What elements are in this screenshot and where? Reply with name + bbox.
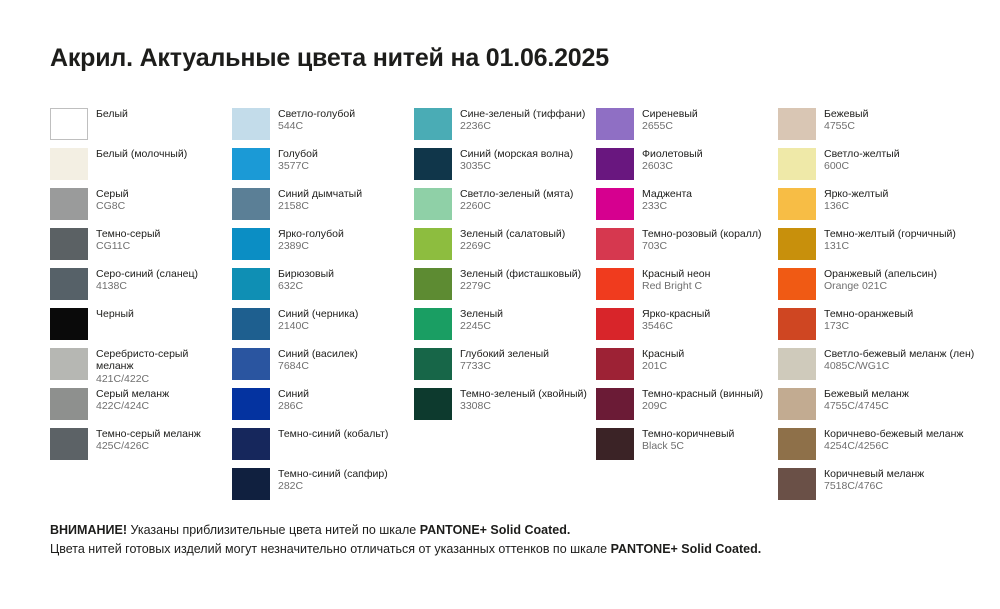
disclaimer-line-2 — [50, 540, 970, 559]
color-chip — [232, 148, 270, 180]
color-name: Коричневый меланж — [824, 468, 925, 480]
swatch-labels — [816, 188, 888, 213]
color-chip — [50, 308, 88, 340]
color-name: Светло-бежевый меланж (лен) — [824, 348, 975, 360]
color-code: 4138C — [96, 280, 127, 293]
color-chip — [232, 388, 270, 420]
swatch-labels — [270, 308, 358, 333]
color-name: Светло-голубой — [278, 108, 356, 120]
color-name: Темно-розовый (коралл) — [642, 228, 762, 240]
swatch-labels — [88, 308, 134, 320]
swatch-row — [596, 308, 778, 348]
color-code: 173C — [824, 320, 850, 333]
color-chip — [50, 108, 88, 140]
swatch-row — [778, 388, 960, 428]
swatch-row — [414, 268, 596, 308]
swatch-column-1 — [50, 108, 232, 508]
swatch-labels — [452, 148, 573, 173]
swatch-labels — [816, 308, 913, 333]
color-chip — [778, 188, 816, 220]
swatch-labels — [88, 188, 129, 213]
swatch-row — [50, 228, 232, 268]
color-chip — [596, 388, 634, 420]
color-name: Сиреневый — [642, 108, 698, 120]
color-chip — [778, 268, 816, 300]
color-code: 3035C — [460, 160, 491, 173]
color-name: Красный неон — [642, 268, 711, 280]
color-code: 2269C — [460, 240, 491, 253]
swatch-row — [596, 108, 778, 148]
color-code: 2279C — [460, 280, 491, 293]
swatch-labels — [270, 348, 358, 373]
color-code: 3308C — [460, 400, 491, 413]
color-name: Ярко-голубой — [278, 228, 344, 240]
attention-label: ВНИМАНИЕ! — [50, 523, 127, 537]
color-name: Бирюзовый — [278, 268, 334, 280]
color-chip — [50, 348, 88, 380]
color-chip — [596, 188, 634, 220]
color-code: 4755C — [824, 120, 855, 133]
swatch-labels — [816, 228, 956, 253]
swatch-row — [778, 468, 960, 508]
swatch-labels — [634, 228, 762, 253]
color-chip — [414, 228, 452, 260]
color-code: 2655C — [642, 120, 673, 133]
color-code: 544C — [278, 120, 304, 133]
color-code: 422C/424C — [96, 400, 150, 413]
swatch-labels — [270, 188, 362, 213]
color-code: 421C/422C — [96, 372, 150, 385]
swatch-labels — [452, 388, 587, 413]
swatch-labels — [816, 268, 937, 293]
color-chip — [778, 108, 816, 140]
color-code: 286C — [278, 400, 304, 413]
color-code: 201C — [642, 360, 668, 373]
swatch-labels — [452, 348, 549, 373]
color-code: 7518C/476C — [824, 480, 883, 493]
swatch-row — [778, 308, 960, 348]
color-name: Темно-коричневый — [642, 428, 735, 440]
color-name: Темно-синий (кобальт) — [278, 428, 389, 440]
swatch-labels — [634, 268, 710, 293]
color-name: Оранжевый (апельсин) — [824, 268, 937, 280]
color-chip — [232, 108, 270, 140]
swatch-labels — [634, 308, 710, 333]
swatch-row — [50, 388, 232, 428]
color-name: Темно-оранжевый — [824, 308, 914, 320]
color-chip — [596, 228, 634, 260]
swatch-column-5 — [778, 108, 975, 508]
color-code: Orange 021C — [824, 280, 888, 293]
swatch-labels — [634, 428, 734, 453]
swatch-row — [596, 188, 778, 228]
color-chip — [50, 268, 88, 300]
color-chip — [232, 268, 270, 300]
swatch-row — [778, 148, 960, 188]
color-chip — [778, 428, 816, 460]
color-name: Темно-серый меланж — [96, 428, 201, 440]
color-chip — [50, 388, 88, 420]
color-name: Голубой — [278, 148, 318, 160]
color-chip — [232, 468, 270, 500]
color-name: Серебристо-серый меланж — [96, 348, 189, 373]
color-name: Темно-серый — [96, 228, 161, 240]
color-chip — [778, 388, 816, 420]
color-name: Коричнево-бежевый меланж — [824, 428, 964, 440]
color-chip — [50, 228, 88, 260]
swatch-labels — [88, 108, 128, 120]
color-name: Зеленый (салатовый) — [460, 228, 566, 240]
color-chip — [414, 148, 452, 180]
color-name: Красный — [642, 348, 685, 360]
color-name: Светло-зеленый (мята) — [460, 188, 574, 200]
swatch-columns — [50, 108, 975, 508]
color-code: 2236C — [460, 120, 491, 133]
color-code: 703C — [642, 240, 668, 253]
swatch-labels — [634, 348, 684, 373]
swatch-labels — [270, 108, 355, 133]
color-chip — [232, 348, 270, 380]
swatch-row — [778, 268, 960, 308]
color-name: Синий (черника) — [278, 308, 359, 320]
color-chip — [596, 148, 634, 180]
color-chip — [778, 348, 816, 380]
swatch-row — [232, 148, 414, 188]
swatch-labels — [270, 388, 309, 413]
page-title: Акрил. Актуальные цвета нитей на 01.06.2025 — [50, 44, 609, 72]
color-name: Маджента — [642, 188, 693, 200]
color-chip — [414, 388, 452, 420]
swatch-row — [232, 348, 414, 388]
swatch-row — [596, 428, 778, 468]
swatch-labels — [634, 108, 698, 133]
color-name: Синий (василек) — [278, 348, 358, 360]
swatch-row — [232, 188, 414, 228]
swatch-row — [596, 268, 778, 308]
swatch-row — [50, 108, 232, 148]
color-name: Сине-зеленый (тиффани) — [460, 108, 586, 120]
pantone-label-2: PANTONE+ Solid Coated. — [610, 542, 762, 557]
color-chip — [778, 468, 816, 500]
swatch-labels — [88, 148, 187, 160]
swatch-labels — [88, 268, 198, 293]
color-chip — [778, 148, 816, 180]
swatch-row — [50, 188, 232, 228]
color-name: Синий дымчатый — [278, 188, 363, 200]
disclaimer-text-1: Указаны приблизительные цвета нитей по шкале — [127, 523, 420, 537]
color-code: 2158C — [278, 200, 309, 213]
color-code: CG11C — [96, 240, 131, 253]
color-name: Белый (молочный) — [96, 148, 188, 160]
swatch-labels — [816, 148, 900, 173]
color-chip — [414, 108, 452, 140]
color-name: Белый — [96, 108, 128, 120]
color-code: 7684C — [278, 360, 309, 373]
swatch-column-4 — [596, 108, 778, 508]
color-name: Темно-синий (сапфир) — [278, 468, 388, 480]
swatch-row — [778, 108, 960, 148]
swatch-row — [778, 228, 960, 268]
color-code: 600C — [824, 160, 850, 173]
color-code: 2603C — [642, 160, 673, 173]
color-code: 2140C — [278, 320, 309, 333]
color-code: 425C/426C — [96, 440, 150, 453]
swatch-row — [414, 228, 596, 268]
swatch-column-2 — [232, 108, 414, 508]
swatch-row — [50, 308, 232, 348]
swatch-row — [50, 348, 232, 388]
color-code: CG8C — [96, 200, 126, 213]
swatch-row — [596, 148, 778, 188]
swatch-labels — [452, 228, 565, 253]
color-code: 209C — [642, 400, 668, 413]
swatch-row — [232, 428, 414, 468]
color-name: Бежевый — [824, 108, 869, 120]
color-code: 2389C — [278, 240, 309, 253]
color-chip — [232, 228, 270, 260]
color-code: 3546C — [642, 320, 673, 333]
swatch-labels — [452, 108, 585, 133]
color-chip — [414, 348, 452, 380]
color-name: Светло-желтый — [824, 148, 900, 160]
color-name: Серый — [96, 188, 129, 200]
swatch-labels — [270, 428, 388, 440]
swatch-labels — [452, 188, 573, 213]
swatch-labels — [634, 188, 692, 213]
color-code: Red Bright C — [642, 280, 703, 293]
swatch-labels — [270, 268, 334, 293]
swatch-row — [414, 388, 596, 428]
color-chip — [414, 268, 452, 300]
color-code: 632C — [278, 280, 304, 293]
pantone-label-1: PANTONE+ Solid Coated. — [419, 523, 571, 537]
color-code: 4254C/4256C — [824, 440, 889, 453]
color-name: Серый меланж — [96, 388, 170, 400]
color-code: 233C — [642, 200, 668, 213]
color-code: Black 5C — [642, 440, 685, 453]
color-chip — [50, 148, 88, 180]
swatch-labels — [270, 148, 318, 173]
color-code: 131C — [824, 240, 850, 253]
color-name: Темно-красный (винный) — [642, 388, 764, 400]
color-code: 4085C/WG1C — [824, 360, 890, 373]
color-name: Темно-зеленый (хвойный) — [460, 388, 587, 400]
swatch-row — [232, 308, 414, 348]
swatch-row — [414, 108, 596, 148]
color-name: Зеленый — [460, 308, 504, 320]
color-chip — [414, 308, 452, 340]
swatch-row — [778, 348, 975, 388]
color-chip — [778, 228, 816, 260]
swatch-column-3 — [414, 108, 596, 508]
swatch-row — [232, 108, 414, 148]
color-name: Глубокий зеленый — [460, 348, 550, 360]
swatch-row — [778, 428, 964, 468]
swatch-labels — [88, 348, 226, 385]
color-name: Зеленый (фисташковый) — [460, 268, 582, 280]
color-chip — [596, 308, 634, 340]
color-name: Синий (морская волна) — [460, 148, 574, 160]
disclaimer-text-2: Цвета нитей готовых изделий могут незначительно отличаться от указанных оттенков по шкале — [50, 542, 611, 557]
color-chip — [596, 428, 634, 460]
swatch-row — [232, 468, 414, 508]
swatch-row — [50, 428, 232, 468]
swatch-labels — [88, 228, 160, 253]
swatch-row — [414, 148, 596, 188]
swatch-labels — [816, 388, 909, 413]
swatch-labels — [452, 308, 503, 333]
color-name: Серо-синий (сланец) — [96, 268, 199, 280]
swatch-row — [414, 348, 596, 388]
swatch-row — [232, 228, 414, 268]
swatch-row — [50, 268, 232, 308]
swatch-row — [414, 308, 596, 348]
color-chip — [232, 188, 270, 220]
color-code: 3577C — [278, 160, 309, 173]
swatch-labels — [634, 388, 763, 413]
color-code: 7733C — [460, 360, 491, 373]
color-name: Черный — [96, 308, 134, 320]
swatch-row — [596, 228, 778, 268]
swatch-row — [414, 188, 596, 228]
color-code: 282C — [278, 480, 304, 493]
color-chip — [232, 308, 270, 340]
swatch-labels — [816, 108, 868, 133]
color-chip — [232, 428, 270, 460]
disclaimer — [50, 521, 970, 560]
swatch-labels — [452, 268, 581, 293]
swatch-labels — [816, 428, 963, 453]
color-name: Фиолетовый — [642, 148, 703, 160]
swatch-row — [232, 268, 414, 308]
swatch-labels — [88, 388, 169, 413]
swatch-row — [778, 188, 960, 228]
swatch-row — [596, 388, 778, 428]
color-name: Бежевый меланж — [824, 388, 909, 400]
disclaimer-line-1 — [50, 521, 970, 540]
swatch-labels — [270, 228, 344, 253]
color-chip — [596, 348, 634, 380]
color-chip — [414, 188, 452, 220]
color-name: Ярко-желтый — [824, 188, 889, 200]
color-name: Темно-желтый (горчичный) — [824, 228, 956, 240]
color-code: 4755C/4745C — [824, 400, 889, 413]
color-chip — [596, 108, 634, 140]
swatch-labels — [88, 428, 201, 453]
color-chip — [50, 188, 88, 220]
swatch-row — [596, 348, 778, 388]
swatch-labels — [816, 348, 974, 373]
color-chip — [596, 268, 634, 300]
swatch-labels — [816, 468, 924, 493]
color-name: Синий — [278, 388, 309, 400]
color-code: 136C — [824, 200, 850, 213]
swatch-row — [232, 388, 414, 428]
swatch-labels — [270, 468, 388, 493]
color-code: 2245C — [460, 320, 491, 333]
swatch-labels — [634, 148, 703, 173]
swatch-row — [50, 148, 232, 188]
color-chip — [778, 308, 816, 340]
color-chip — [50, 428, 88, 460]
color-name: Ярко-красный — [642, 308, 711, 320]
color-code: 2260C — [460, 200, 491, 213]
